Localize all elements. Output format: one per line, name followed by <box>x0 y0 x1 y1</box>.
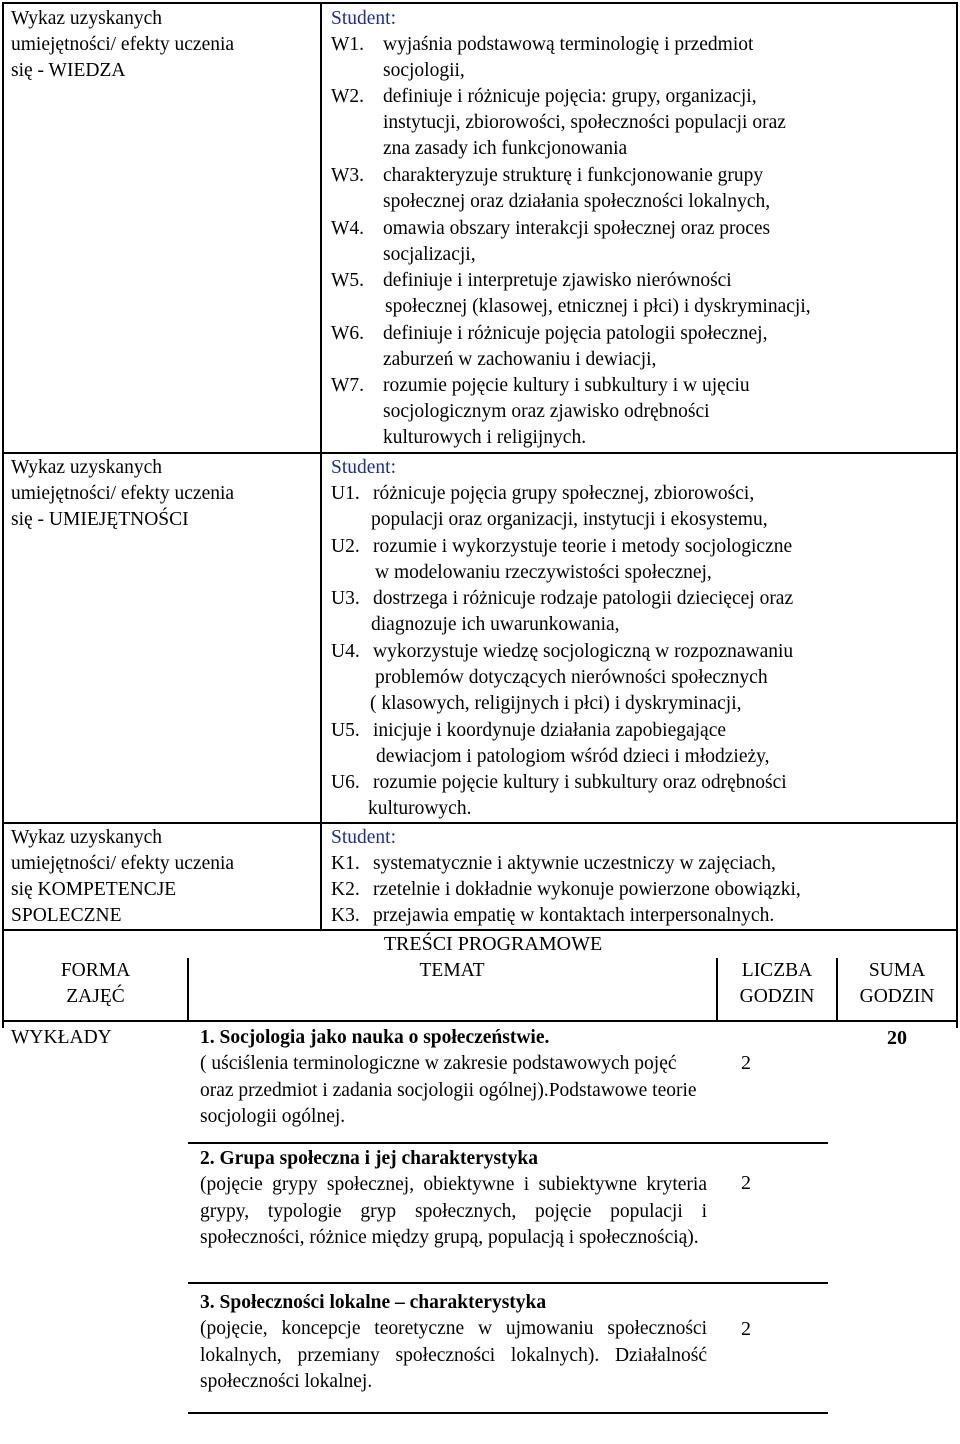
skills-student-heading: Student: <box>331 457 397 478</box>
program-section-title: TREŚCI PROGRAMOWE <box>383 933 603 955</box>
topic-3-body: (pojęcie, koncepcje teoretyczne w ujmowaniu społeczności lokalnych, przemiany społeczności lokalnych). Działalność społeczności lokalnej. <box>200 1318 707 1392</box>
topic-row-divider-3 <box>188 1412 828 1414</box>
skills-item-u1-cont: populacji oraz organizacji, instytucji i ekosystemu, <box>371 509 768 530</box>
knowledge-label: Wykaz uzyskanych umiejętności/ efekty uczenia się - WIEDZA <box>11 8 235 81</box>
skills-item-u3: U3. dostrzega i różnicuje rodzaje patologii dziecięcej oraz <box>331 588 794 609</box>
skills-item-u4: U4. wykorzystuje wiedzę socjologiczną w rozpoznawaniu <box>331 641 794 662</box>
knowledge-item-w1-cont: socjologii, <box>383 60 465 81</box>
row-divider-skills <box>2 822 958 824</box>
knowledge-item-w2-cont: zna zasady ich funkcjonowania <box>383 138 628 159</box>
competences-item-k3: K3. przejawia empatię w kontaktach interpersonalnych. <box>331 905 775 926</box>
knowledge-item-w4-cont: socjalizacji, <box>383 244 476 265</box>
table-border-right <box>956 2 958 1028</box>
knowledge-item-w4: W4. omawia obszary interakcji społecznej oraz proces <box>331 218 771 239</box>
topic-2-body: (pojęcie grypy społecznej, obiektywne i subiektywne kryteria grypy, typologie gryp społecznych, pojęcie populacji i społeczności, różnice między grupą, populacją i społecznością). <box>200 1174 707 1248</box>
skills-item-u1: U1. różnicuje pojęcia grupy społecznej, zbiorowości, <box>331 483 755 504</box>
col-header-temat: TEMAT <box>419 960 485 981</box>
label-column-divider <box>320 2 322 930</box>
knowledge-student-heading: Student: <box>331 8 397 29</box>
topic-2-title: 2. Grupa społeczna i jej charakterystyka <box>200 1148 538 1169</box>
table-border-left <box>2 2 4 1028</box>
skills-item-u5: U5. inicjuje i koordynuje działania zapobiegające <box>331 720 727 741</box>
skills-label: Wykaz uzyskanych umiejętności/ efekty uczenia się - UMIEJĘTNOŚCI <box>11 457 235 530</box>
table-border-top <box>2 2 958 4</box>
topic-1-hours: 2 <box>741 1052 751 1074</box>
col-divider-forma <box>187 958 189 1020</box>
competences-label: Wykaz uzyskanych umiejętności/ efekty uczenia się KOMPETENCJE SPOLECZNE <box>11 827 235 926</box>
knowledge-item-w2: W2. definiuje i różnicuje pojęcia: grupy, organizacji, <box>331 86 757 107</box>
skills-item-u2: U2. rozumie i wykorzystuje teorie i metody socjologiczne <box>331 536 793 557</box>
topic-1 <box>200 1025 707 1130</box>
form-wyklady: WYKŁADY <box>11 1027 112 1048</box>
row-divider-knowledge <box>2 452 958 454</box>
knowledge-item-w7: W7. rozumie pojęcie kultury i subkultury i w ujęciu <box>331 375 750 396</box>
col-header-forma: FORMA ZAJĘĆ <box>60 960 131 1008</box>
competences-student-heading: Student: <box>331 827 397 848</box>
topic-row-divider-2 <box>188 1282 828 1284</box>
knowledge-item-w5-cont: społecznej (klasowej, etnicznej i płci) i dyskryminacji, <box>385 296 811 317</box>
topic-2-hours: 2 <box>741 1172 751 1194</box>
skills-item-u2-cont: w modelowaniu rzeczywistości społecznej, <box>375 562 712 583</box>
header-row-bottom <box>2 1020 958 1022</box>
knowledge-item-w2-cont: instytucji, zbiorowości, społeczności populacji oraz <box>383 112 786 133</box>
skills-item-u4-cont: ( klasowych, religijnych i płci) i dyskryminacji, <box>370 693 742 714</box>
knowledge-item-w7-cont: kulturowych i religijnych. <box>383 427 587 448</box>
competences-item-k2: K2. rzetelnie i dokładnie wykonuje powierzone obowiązki, <box>331 879 801 900</box>
competences-item-k1: K1. systematycznie i aktywnie uczestniczy w zajęciach, <box>331 853 776 874</box>
total-hours: 20 <box>887 1027 907 1049</box>
topic-3 <box>200 1290 707 1395</box>
topic-3-hours: 2 <box>741 1318 751 1340</box>
topic-1-body: ( uściślenia terminologiczne w zakresie podstawowych pojęć oraz przedmiot i zadania socjologii ogólnej).Podstawowe teorie socjologii ogólnej. <box>200 1053 697 1127</box>
knowledge-item-w5: W5. definiuje i interpretuje zjawisko nierówności <box>331 270 732 291</box>
col-header-liczba: LICZBA GODZIN <box>739 960 815 1008</box>
knowledge-item-w3-cont: społecznej oraz działania społeczności lokalnych, <box>383 191 771 212</box>
knowledge-item-w6-cont: zaburzeń w zachowaniu i dewiacji, <box>383 349 657 370</box>
knowledge-item-w1: W1. wyjaśnia podstawową terminologię i przedmiot <box>331 34 754 55</box>
knowledge-item-w3: W3. charakteryzuje strukturę i funkcjonowanie grupy <box>331 165 764 186</box>
skills-item-u4-cont: problemów dotyczących nierówności społecznych <box>375 667 768 688</box>
knowledge-item-w6: W6. definiuje i różnicuje pojęcia patologii społecznej, <box>331 323 768 344</box>
knowledge-item-w7-cont: socjologicznym oraz zjawisko odrębności <box>383 401 710 422</box>
skills-item-u5-cont: dewiacjom i patologiom wśród dzieci i młodzieży, <box>376 746 770 767</box>
col-header-suma: SUMA GODZIN <box>859 960 935 1008</box>
skills-item-u6-cont: kulturowych. <box>368 798 472 819</box>
topic-1-title: 1. Socjologia jako nauka o społeczeństwie. <box>200 1027 550 1048</box>
topic-row-divider-1 <box>188 1142 828 1144</box>
skills-item-u3-cont: diagnozuje ich uwarunkowania, <box>371 614 620 635</box>
skills-item-u6: U6. rozumie pojęcie kultury i subkultury oraz odrębności <box>331 772 787 793</box>
topic-3-title: 3. Społeczności lokalne – charakterystyka <box>200 1292 547 1313</box>
topic-2 <box>200 1146 707 1251</box>
